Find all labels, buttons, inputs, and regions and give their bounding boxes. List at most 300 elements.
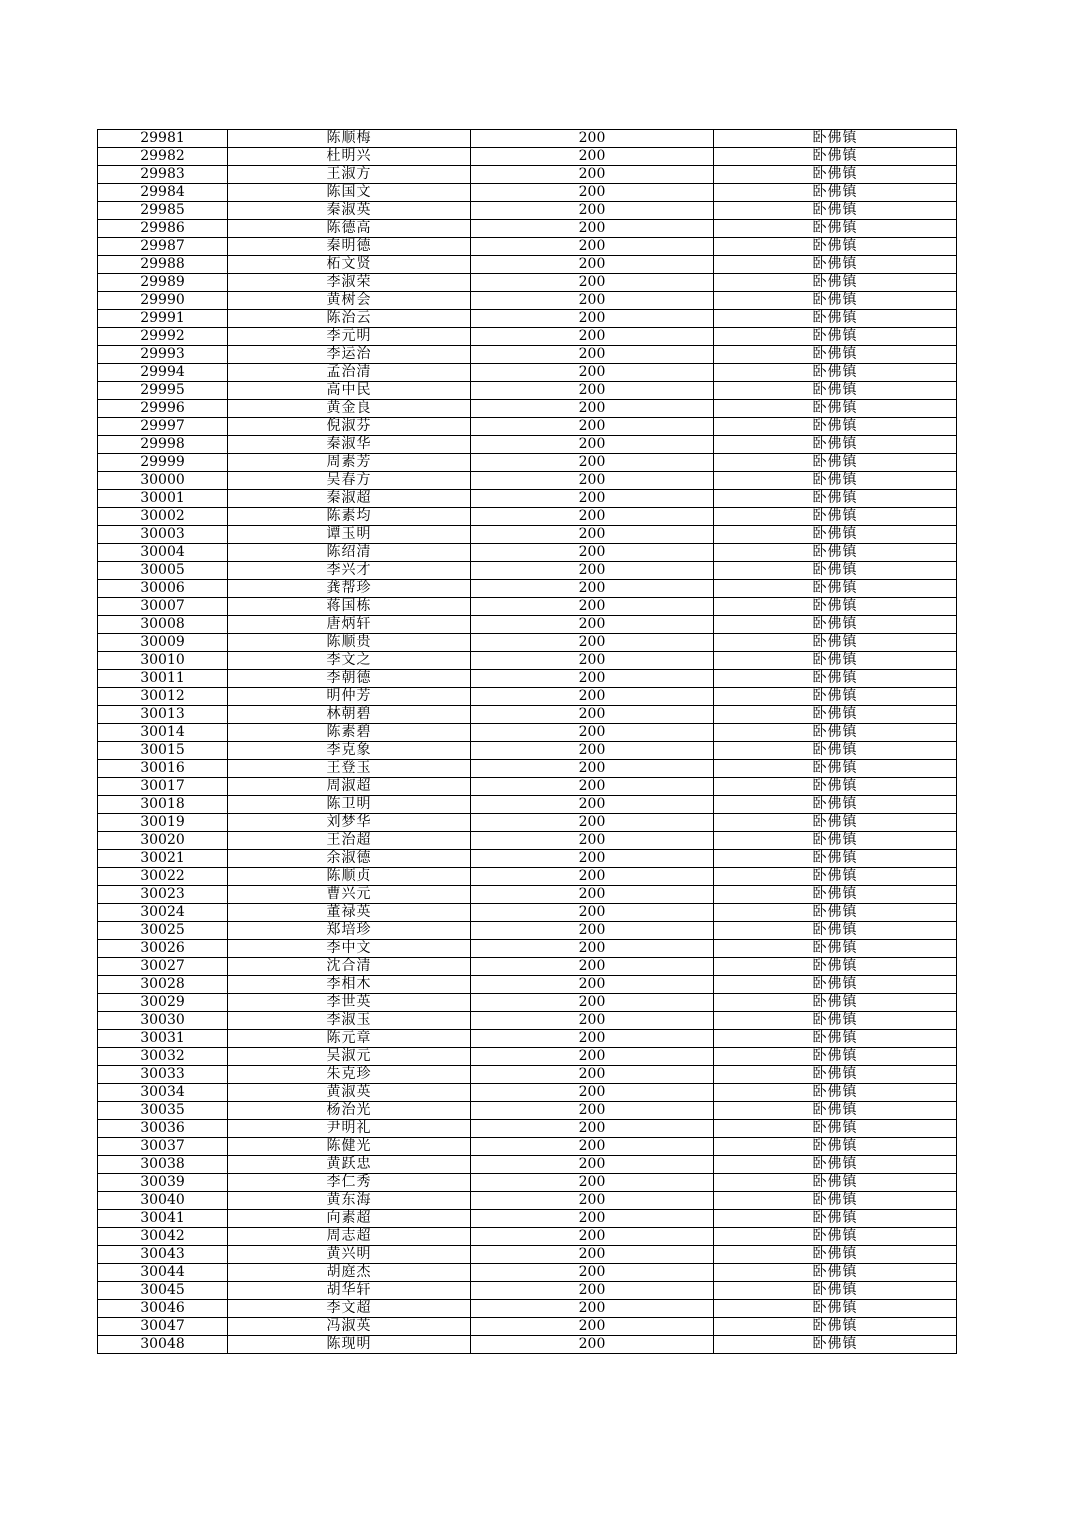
row-number-cell: 30011: [98, 670, 228, 688]
table-row: [98, 382, 957, 400]
row-number-cell: 30015: [98, 742, 228, 760]
name-cell: 陈治云: [228, 310, 471, 328]
table-row: [98, 148, 957, 166]
amount-cell: 200: [471, 760, 714, 778]
table-row: [98, 526, 957, 544]
name-cell: 李运治: [228, 346, 471, 364]
table-row: [98, 922, 957, 940]
amount-cell: 200: [471, 418, 714, 436]
town-cell: 卧佛镇: [714, 328, 957, 346]
name-cell: 李相木: [228, 976, 471, 994]
row-number-cell: 30036: [98, 1120, 228, 1138]
amount-cell: 200: [471, 202, 714, 220]
town-cell: 卧佛镇: [714, 1156, 957, 1174]
name-cell: 李兴才: [228, 562, 471, 580]
amount-cell: 200: [471, 1192, 714, 1210]
amount-cell: 200: [471, 1336, 714, 1354]
row-number-cell: 30020: [98, 832, 228, 850]
table-row: [98, 508, 957, 526]
row-number-cell: 30028: [98, 976, 228, 994]
name-cell: 陈健光: [228, 1138, 471, 1156]
table-row: [98, 1030, 957, 1048]
name-cell: 向素超: [228, 1210, 471, 1228]
amount-cell: 200: [471, 1102, 714, 1120]
name-cell: 黄跃忠: [228, 1156, 471, 1174]
amount-cell: 200: [471, 220, 714, 238]
table-row: [98, 760, 957, 778]
town-cell: 卧佛镇: [714, 166, 957, 184]
town-cell: 卧佛镇: [714, 580, 957, 598]
table-row: [98, 562, 957, 580]
town-cell: 卧佛镇: [714, 346, 957, 364]
name-cell: 谭玉明: [228, 526, 471, 544]
town-cell: 卧佛镇: [714, 616, 957, 634]
amount-cell: 200: [471, 184, 714, 202]
row-number-cell: 29999: [98, 454, 228, 472]
data-table: [97, 129, 957, 1354]
amount-cell: 200: [471, 850, 714, 868]
name-cell: 唐炳轩: [228, 616, 471, 634]
table-row: [98, 1120, 957, 1138]
amount-cell: 200: [471, 1228, 714, 1246]
name-cell: 蒋国栋: [228, 598, 471, 616]
table-row: [98, 850, 957, 868]
amount-cell: 200: [471, 706, 714, 724]
row-number-cell: 29981: [98, 130, 228, 148]
town-cell: 卧佛镇: [714, 292, 957, 310]
row-number-cell: 30031: [98, 1030, 228, 1048]
row-number-cell: 30012: [98, 688, 228, 706]
amount-cell: 200: [471, 328, 714, 346]
amount-cell: 200: [471, 868, 714, 886]
name-cell: 秦淑华: [228, 436, 471, 454]
name-cell: 陈国文: [228, 184, 471, 202]
name-cell: 王登玉: [228, 760, 471, 778]
row-number-cell: 30045: [98, 1282, 228, 1300]
town-cell: 卧佛镇: [714, 472, 957, 490]
table-row: [98, 274, 957, 292]
table-row: [98, 256, 957, 274]
name-cell: 李朝德: [228, 670, 471, 688]
row-number-cell: 30040: [98, 1192, 228, 1210]
table-row: [98, 1066, 957, 1084]
name-cell: 李文之: [228, 652, 471, 670]
amount-cell: 200: [471, 1300, 714, 1318]
amount-cell: 200: [471, 436, 714, 454]
row-number-cell: 29982: [98, 148, 228, 166]
name-cell: 李淑玉: [228, 1012, 471, 1030]
table-row: [98, 400, 957, 418]
row-number-cell: 30046: [98, 1300, 228, 1318]
table-row: [98, 994, 957, 1012]
amount-cell: 200: [471, 598, 714, 616]
row-number-cell: 29989: [98, 274, 228, 292]
row-number-cell: 29994: [98, 364, 228, 382]
table-row: [98, 238, 957, 256]
town-cell: 卧佛镇: [714, 706, 957, 724]
amount-cell: 200: [471, 958, 714, 976]
table-row: [98, 868, 957, 886]
name-cell: 倪淑芬: [228, 418, 471, 436]
amount-cell: 200: [471, 1156, 714, 1174]
town-cell: 卧佛镇: [714, 418, 957, 436]
town-cell: 卧佛镇: [714, 742, 957, 760]
amount-cell: 200: [471, 148, 714, 166]
table-row: [98, 1264, 957, 1282]
table-row: [98, 940, 957, 958]
row-number-cell: 30014: [98, 724, 228, 742]
row-number-cell: 30030: [98, 1012, 228, 1030]
amount-cell: 200: [471, 364, 714, 382]
amount-cell: 200: [471, 1066, 714, 1084]
table-row: [98, 814, 957, 832]
row-number-cell: 29995: [98, 382, 228, 400]
name-cell: 吴春方: [228, 472, 471, 490]
table-row: [98, 1084, 957, 1102]
table-row: [98, 364, 957, 382]
table-row: [98, 688, 957, 706]
row-number-cell: 30032: [98, 1048, 228, 1066]
amount-cell: 200: [471, 544, 714, 562]
table-row: [98, 1210, 957, 1228]
amount-cell: 200: [471, 616, 714, 634]
row-number-cell: 30042: [98, 1228, 228, 1246]
row-number-cell: 29997: [98, 418, 228, 436]
amount-cell: 200: [471, 1048, 714, 1066]
row-number-cell: 30022: [98, 868, 228, 886]
row-number-cell: 30007: [98, 598, 228, 616]
table-row: [98, 904, 957, 922]
table-row: [98, 310, 957, 328]
amount-cell: 200: [471, 922, 714, 940]
amount-cell: 200: [471, 166, 714, 184]
name-cell: 李仁秀: [228, 1174, 471, 1192]
town-cell: 卧佛镇: [714, 1282, 957, 1300]
row-number-cell: 30038: [98, 1156, 228, 1174]
table-row: [98, 832, 957, 850]
name-cell: 胡华轩: [228, 1282, 471, 1300]
name-cell: 王治超: [228, 832, 471, 850]
amount-cell: 200: [471, 130, 714, 148]
town-cell: 卧佛镇: [714, 400, 957, 418]
row-number-cell: 30002: [98, 508, 228, 526]
amount-cell: 200: [471, 580, 714, 598]
table-row: [98, 220, 957, 238]
town-cell: 卧佛镇: [714, 274, 957, 292]
name-cell: 胡庭杰: [228, 1264, 471, 1282]
amount-cell: 200: [471, 832, 714, 850]
row-number-cell: 29985: [98, 202, 228, 220]
town-cell: 卧佛镇: [714, 562, 957, 580]
table-row: [98, 490, 957, 508]
row-number-cell: 30003: [98, 526, 228, 544]
town-cell: 卧佛镇: [714, 130, 957, 148]
table-row: [98, 166, 957, 184]
table-row: [98, 472, 957, 490]
town-cell: 卧佛镇: [714, 796, 957, 814]
amount-cell: 200: [471, 1174, 714, 1192]
town-cell: 卧佛镇: [714, 814, 957, 832]
name-cell: 董禄英: [228, 904, 471, 922]
name-cell: 李世英: [228, 994, 471, 1012]
row-number-cell: 30024: [98, 904, 228, 922]
town-cell: 卧佛镇: [714, 868, 957, 886]
row-number-cell: 30006: [98, 580, 228, 598]
name-cell: 王淑方: [228, 166, 471, 184]
row-number-cell: 30035: [98, 1102, 228, 1120]
amount-cell: 200: [471, 346, 714, 364]
name-cell: 冯淑英: [228, 1318, 471, 1336]
amount-cell: 200: [471, 454, 714, 472]
name-cell: 杨治光: [228, 1102, 471, 1120]
name-cell: 周淑超: [228, 778, 471, 796]
name-cell: 陈卫明: [228, 796, 471, 814]
row-number-cell: 30001: [98, 490, 228, 508]
amount-cell: 200: [471, 472, 714, 490]
table-row: [98, 742, 957, 760]
name-cell: 吴淑元: [228, 1048, 471, 1066]
name-cell: 沈合清: [228, 958, 471, 976]
name-cell: 周素芳: [228, 454, 471, 472]
name-cell: 黄东海: [228, 1192, 471, 1210]
name-cell: 李文超: [228, 1300, 471, 1318]
name-cell: 黄淑英: [228, 1084, 471, 1102]
town-cell: 卧佛镇: [714, 850, 957, 868]
table-body: [98, 130, 957, 1354]
town-cell: 卧佛镇: [714, 760, 957, 778]
town-cell: 卧佛镇: [714, 1318, 957, 1336]
town-cell: 卧佛镇: [714, 1048, 957, 1066]
row-number-cell: 30043: [98, 1246, 228, 1264]
town-cell: 卧佛镇: [714, 1102, 957, 1120]
town-cell: 卧佛镇: [714, 1030, 957, 1048]
amount-cell: 200: [471, 562, 714, 580]
table-row: [98, 1012, 957, 1030]
amount-cell: 200: [471, 274, 714, 292]
table-row: [98, 418, 957, 436]
row-number-cell: 30033: [98, 1066, 228, 1084]
amount-cell: 200: [471, 814, 714, 832]
row-number-cell: 29986: [98, 220, 228, 238]
amount-cell: 200: [471, 238, 714, 256]
town-cell: 卧佛镇: [714, 1192, 957, 1210]
town-cell: 卧佛镇: [714, 490, 957, 508]
name-cell: 陈绍清: [228, 544, 471, 562]
amount-cell: 200: [471, 994, 714, 1012]
town-cell: 卧佛镇: [714, 1246, 957, 1264]
town-cell: 卧佛镇: [714, 940, 957, 958]
amount-cell: 200: [471, 1012, 714, 1030]
table-row: [98, 976, 957, 994]
table-row: [98, 184, 957, 202]
table-row: [98, 1300, 957, 1318]
name-cell: 秦淑超: [228, 490, 471, 508]
row-number-cell: 30039: [98, 1174, 228, 1192]
name-cell: 陈顺贞: [228, 868, 471, 886]
table-row: [98, 670, 957, 688]
table-row: [98, 706, 957, 724]
amount-cell: 200: [471, 292, 714, 310]
name-cell: 龚帮珍: [228, 580, 471, 598]
name-cell: 黄金良: [228, 400, 471, 418]
amount-cell: 200: [471, 1120, 714, 1138]
town-cell: 卧佛镇: [714, 886, 957, 904]
row-number-cell: 30019: [98, 814, 228, 832]
amount-cell: 200: [471, 1282, 714, 1300]
row-number-cell: 30018: [98, 796, 228, 814]
name-cell: 尹明礼: [228, 1120, 471, 1138]
row-number-cell: 30010: [98, 652, 228, 670]
name-cell: 孟治清: [228, 364, 471, 382]
row-number-cell: 29998: [98, 436, 228, 454]
town-cell: 卧佛镇: [714, 220, 957, 238]
name-cell: 黄树会: [228, 292, 471, 310]
town-cell: 卧佛镇: [714, 1210, 957, 1228]
row-number-cell: 30041: [98, 1210, 228, 1228]
row-number-cell: 29984: [98, 184, 228, 202]
town-cell: 卧佛镇: [714, 436, 957, 454]
town-cell: 卧佛镇: [714, 994, 957, 1012]
name-cell: 明仲芳: [228, 688, 471, 706]
town-cell: 卧佛镇: [714, 454, 957, 472]
table-row: [98, 454, 957, 472]
town-cell: 卧佛镇: [714, 832, 957, 850]
amount-cell: 200: [471, 1138, 714, 1156]
row-number-cell: 30026: [98, 940, 228, 958]
table-row: [98, 652, 957, 670]
row-number-cell: 30048: [98, 1336, 228, 1354]
row-number-cell: 30027: [98, 958, 228, 976]
amount-cell: 200: [471, 1246, 714, 1264]
table-row: [98, 796, 957, 814]
town-cell: 卧佛镇: [714, 958, 957, 976]
town-cell: 卧佛镇: [714, 634, 957, 652]
amount-cell: 200: [471, 652, 714, 670]
row-number-cell: 30009: [98, 634, 228, 652]
name-cell: 林朝碧: [228, 706, 471, 724]
town-cell: 卧佛镇: [714, 598, 957, 616]
row-number-cell: 30047: [98, 1318, 228, 1336]
amount-cell: 200: [471, 886, 714, 904]
table-row: [98, 292, 957, 310]
name-cell: 曹兴元: [228, 886, 471, 904]
row-number-cell: 30021: [98, 850, 228, 868]
table-row: [98, 1336, 957, 1354]
row-number-cell: 29992: [98, 328, 228, 346]
name-cell: 刘梦华: [228, 814, 471, 832]
name-cell: 陈现明: [228, 1336, 471, 1354]
name-cell: 高中民: [228, 382, 471, 400]
row-number-cell: 30023: [98, 886, 228, 904]
town-cell: 卧佛镇: [714, 1264, 957, 1282]
row-number-cell: 29987: [98, 238, 228, 256]
name-cell: 李中文: [228, 940, 471, 958]
row-number-cell: 30004: [98, 544, 228, 562]
row-number-cell: 29983: [98, 166, 228, 184]
table-row: [98, 598, 957, 616]
town-cell: 卧佛镇: [714, 1300, 957, 1318]
table-row: [98, 1246, 957, 1264]
table-row: [98, 130, 957, 148]
town-cell: 卧佛镇: [714, 1120, 957, 1138]
table-row: [98, 1102, 957, 1120]
name-cell: 黄兴明: [228, 1246, 471, 1264]
table-row: [98, 724, 957, 742]
town-cell: 卧佛镇: [714, 1336, 957, 1354]
row-number-cell: 29990: [98, 292, 228, 310]
row-number-cell: 30013: [98, 706, 228, 724]
amount-cell: 200: [471, 400, 714, 418]
table-row: [98, 958, 957, 976]
amount-cell: 200: [471, 976, 714, 994]
amount-cell: 200: [471, 382, 714, 400]
table-row: [98, 616, 957, 634]
row-number-cell: 29988: [98, 256, 228, 274]
table-row: [98, 1156, 957, 1174]
table-row: [98, 634, 957, 652]
town-cell: 卧佛镇: [714, 238, 957, 256]
row-number-cell: 30008: [98, 616, 228, 634]
row-number-cell: 30005: [98, 562, 228, 580]
table-row: [98, 1174, 957, 1192]
name-cell: 陈素均: [228, 508, 471, 526]
row-number-cell: 30017: [98, 778, 228, 796]
town-cell: 卧佛镇: [714, 184, 957, 202]
town-cell: 卧佛镇: [714, 922, 957, 940]
name-cell: 陈元章: [228, 1030, 471, 1048]
table-row: [98, 1228, 957, 1246]
town-cell: 卧佛镇: [714, 778, 957, 796]
table-row: [98, 886, 957, 904]
name-cell: 余淑德: [228, 850, 471, 868]
table-row: [98, 436, 957, 454]
town-cell: 卧佛镇: [714, 724, 957, 742]
name-cell: 李克象: [228, 742, 471, 760]
town-cell: 卧佛镇: [714, 256, 957, 274]
name-cell: 李元明: [228, 328, 471, 346]
table-row: [98, 328, 957, 346]
table-row: [98, 778, 957, 796]
amount-cell: 200: [471, 490, 714, 508]
amount-cell: 200: [471, 526, 714, 544]
town-cell: 卧佛镇: [714, 904, 957, 922]
amount-cell: 200: [471, 1030, 714, 1048]
town-cell: 卧佛镇: [714, 1174, 957, 1192]
amount-cell: 200: [471, 904, 714, 922]
name-cell: 朱克珍: [228, 1066, 471, 1084]
name-cell: 秦淑英: [228, 202, 471, 220]
table-row: [98, 1192, 957, 1210]
table-row: [98, 1318, 957, 1336]
row-number-cell: 30034: [98, 1084, 228, 1102]
row-number-cell: 30044: [98, 1264, 228, 1282]
table-row: [98, 580, 957, 598]
amount-cell: 200: [471, 670, 714, 688]
amount-cell: 200: [471, 940, 714, 958]
row-number-cell: 29991: [98, 310, 228, 328]
amount-cell: 200: [471, 1318, 714, 1336]
amount-cell: 200: [471, 508, 714, 526]
table-row: [98, 1048, 957, 1066]
town-cell: 卧佛镇: [714, 670, 957, 688]
amount-cell: 200: [471, 1084, 714, 1102]
row-number-cell: 29996: [98, 400, 228, 418]
name-cell: 陈顺梅: [228, 130, 471, 148]
amount-cell: 200: [471, 742, 714, 760]
table-row: [98, 346, 957, 364]
row-number-cell: 30025: [98, 922, 228, 940]
town-cell: 卧佛镇: [714, 1066, 957, 1084]
